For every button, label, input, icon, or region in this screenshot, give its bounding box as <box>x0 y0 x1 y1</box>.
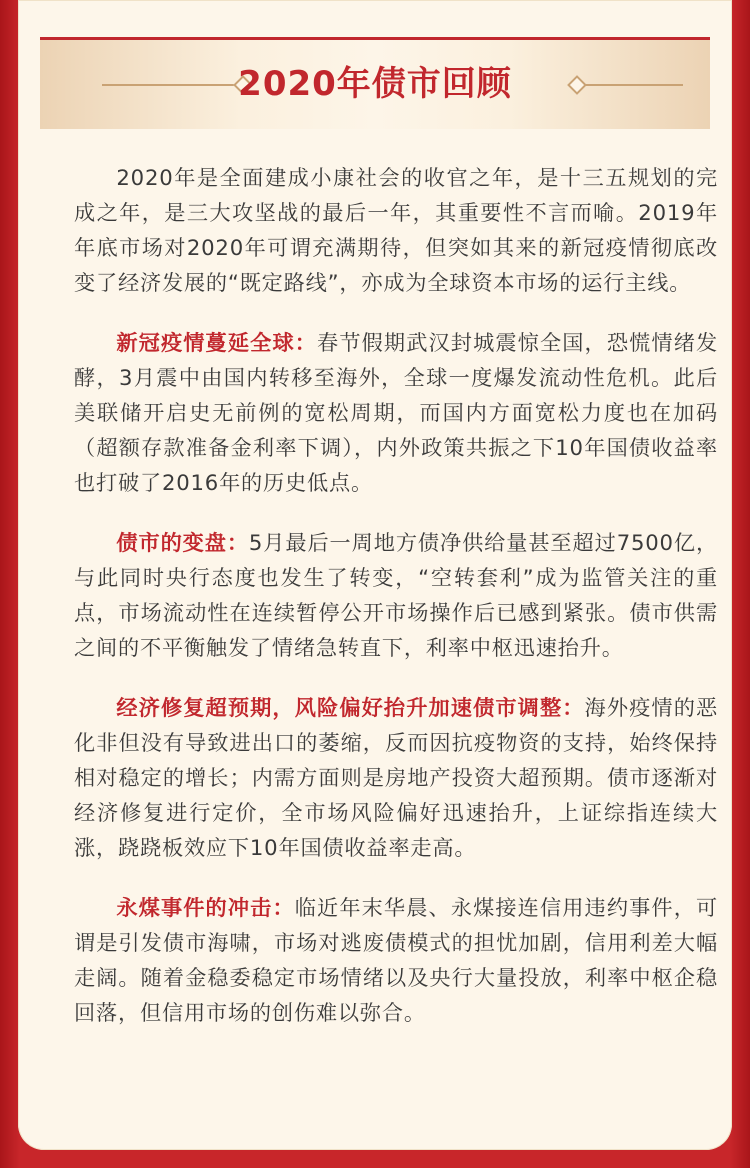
title-ornament-right <box>585 84 683 86</box>
paragraph-intro <box>74 160 718 300</box>
paragraph-text: 2020年是全面建成小康社会的收官之年，是十三五规划的完成之年，是三大攻坚战的最后一年，其重要性不言而喻。2019年年底市场对2020年可谓充满期待，但突如其来的新冠疫情彻底改变了经济发展的“既定路线”，亦成为全球资本市场的运行主线。 <box>74 165 718 295</box>
paragraph-heading: 永煤事件的冲击： <box>116 895 295 920</box>
article-card <box>18 0 732 1150</box>
article-body <box>74 160 718 1055</box>
paragraph-recovery <box>74 690 718 865</box>
paragraph-heading: 债市的变盘： <box>116 530 249 555</box>
paragraph-covid <box>74 325 718 500</box>
title-banner <box>40 37 710 129</box>
paragraph-text: 临近年末华晨、永煤接连信用违约事件，可谓是引发债市海啸，市场对逃废债模式的担忧加剧，信用利差大幅走阔。随着金稳委稳定市场情绪以及央行大量投放，利率中枢企稳回落，但信用市场的创伤难以弥合。 <box>74 895 718 1025</box>
paragraph-text: 海外疫情的恶化非但没有导致进出口的萎缩，反而因抗疫物资的支持，始终保持相对稳定的增长；内需方面则是房地产投资大超预期。债市逐渐对经济修复进行定价，全市场风险偏好迅速抬升，上证综指连续大涨，跷跷板效应下10年国债收益率走高。 <box>74 695 718 860</box>
paragraph-yongmei <box>74 890 718 1030</box>
page-title: 2020年债市回顾 <box>238 64 512 104</box>
paragraph-heading: 经济修复超预期，风险偏好抬升加速债市调整： <box>116 695 585 720</box>
paragraph-market-turn <box>74 525 718 665</box>
paragraph-heading: 新冠疫情蔓延全球： <box>116 330 318 355</box>
paragraph-text: 5月最后一周地方债净供给量甚至超过7500亿，与此同时央行态度也发生了转变，“空转套利”成为监管关注的重点，市场流动性在连续暂停公开市场操作后已感到紧张。债市供需之间的不平衡触发了情绪急转直下，利率中枢迅速抬升。 <box>74 530 718 660</box>
paragraph-text: 春节假期武汉封城震惊全国，恐慌情绪发酵，3月震中由国内转移至海外，全球一度爆发流动性危机。此后美联储开启史无前例的宽松周期，而国内方面宽松力度也在加码（超额存款准备金利率下调），内外政策共振之下10年国债收益率也打破了2016年的历史低点。 <box>74 330 718 495</box>
